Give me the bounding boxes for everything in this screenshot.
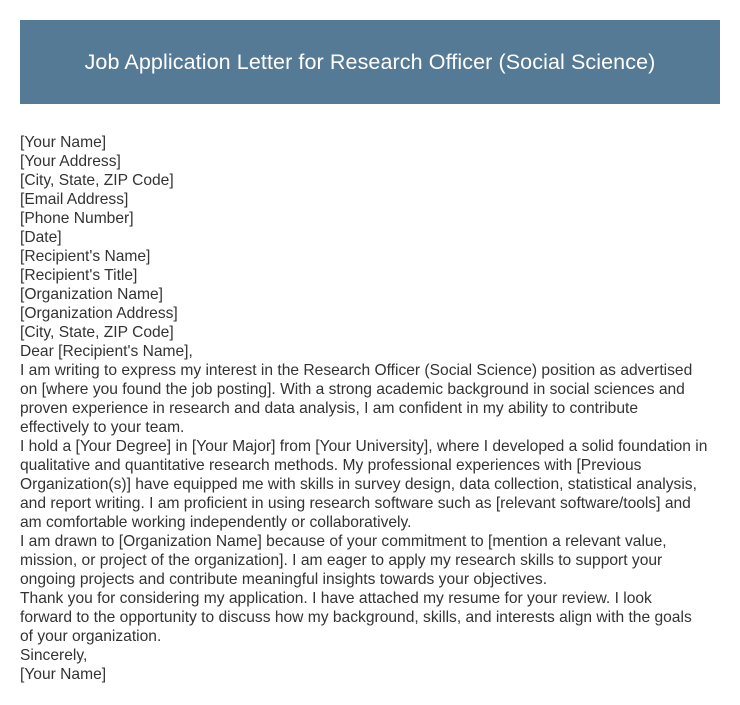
paragraph-line: qualitative and quantitative research methods. My professional experiences with [Previous xyxy=(20,457,642,474)
paragraph-line: I hold a [Your Degree] in [Your Major] from [Your University], where I developed a solid foundation in xyxy=(20,438,708,455)
recipient-title: [Recipient's Title] xyxy=(20,267,138,284)
salutation: Dear [Recipient's Name], xyxy=(20,343,193,360)
sender-city-state-zip: [City, State, ZIP Code] xyxy=(20,172,174,189)
paragraph-line: ongoing projects and contribute meaningful insights towards your objectives. xyxy=(20,571,548,588)
letter-date: [Date] xyxy=(20,229,62,246)
recipient-block xyxy=(20,247,724,342)
signature-name: [Your Name] xyxy=(20,666,107,683)
recipient-organization: [Organization Name] xyxy=(20,286,164,303)
paragraph-line: and report writing. I am proficient in using research software such as [relevant software/tools] and xyxy=(20,495,691,512)
sender-address: [Your Address] xyxy=(20,153,121,170)
complimentary-close: Sincerely, xyxy=(20,647,88,664)
paragraph-line: Thank you for considering my application. I have attached my resume for your review. I look xyxy=(20,590,652,607)
paragraph-line: mission, or project of the organization]. I am eager to apply my research skills to support your xyxy=(20,552,663,569)
paragraph-line: proven experience in research and data analysis, I am confident in my ability to contribute xyxy=(20,400,639,417)
paragraph-closing xyxy=(20,589,724,646)
paragraph-line: I am drawn to [Organization Name] because of your commitment to [mention a relevant value, xyxy=(20,533,667,550)
letter-body xyxy=(20,133,724,684)
recipient-organization-address: [Organization Address] xyxy=(20,305,178,322)
paragraph-qualifications xyxy=(20,437,724,532)
letter-header-banner xyxy=(20,20,720,104)
paragraph-introduction xyxy=(20,361,724,437)
paragraph-line: Organization(s)] have equipped me with skills in survey design, data collection, statistical analysis, xyxy=(20,476,697,493)
paragraph-line: I am writing to express my interest in the Research Officer (Social Science) position as advertised xyxy=(20,362,693,379)
sender-name: [Your Name] xyxy=(20,134,107,151)
paragraph-line: effectively to your team. xyxy=(20,419,185,436)
paragraph-line: on [where you found the job posting]. With a strong academic background in social sciences and xyxy=(20,381,685,398)
paragraph-line: am comfortable working independently or collaboratively. xyxy=(20,514,412,531)
sender-phone: [Phone Number] xyxy=(20,210,134,227)
paragraph-line: forward to the opportunity to discuss how my background, skills, and interests align with the goals xyxy=(20,609,692,626)
sender-block xyxy=(20,133,724,247)
paragraph-line: of your organization. xyxy=(20,628,162,645)
page-title: Job Application Letter for Research Officer (Social Science) xyxy=(84,49,656,74)
sender-email: [Email Address] xyxy=(20,191,129,208)
recipient-name: [Recipient's Name] xyxy=(20,248,151,265)
recipient-city-state-zip: [City, State, ZIP Code] xyxy=(20,324,174,341)
paragraph-motivation xyxy=(20,532,724,589)
